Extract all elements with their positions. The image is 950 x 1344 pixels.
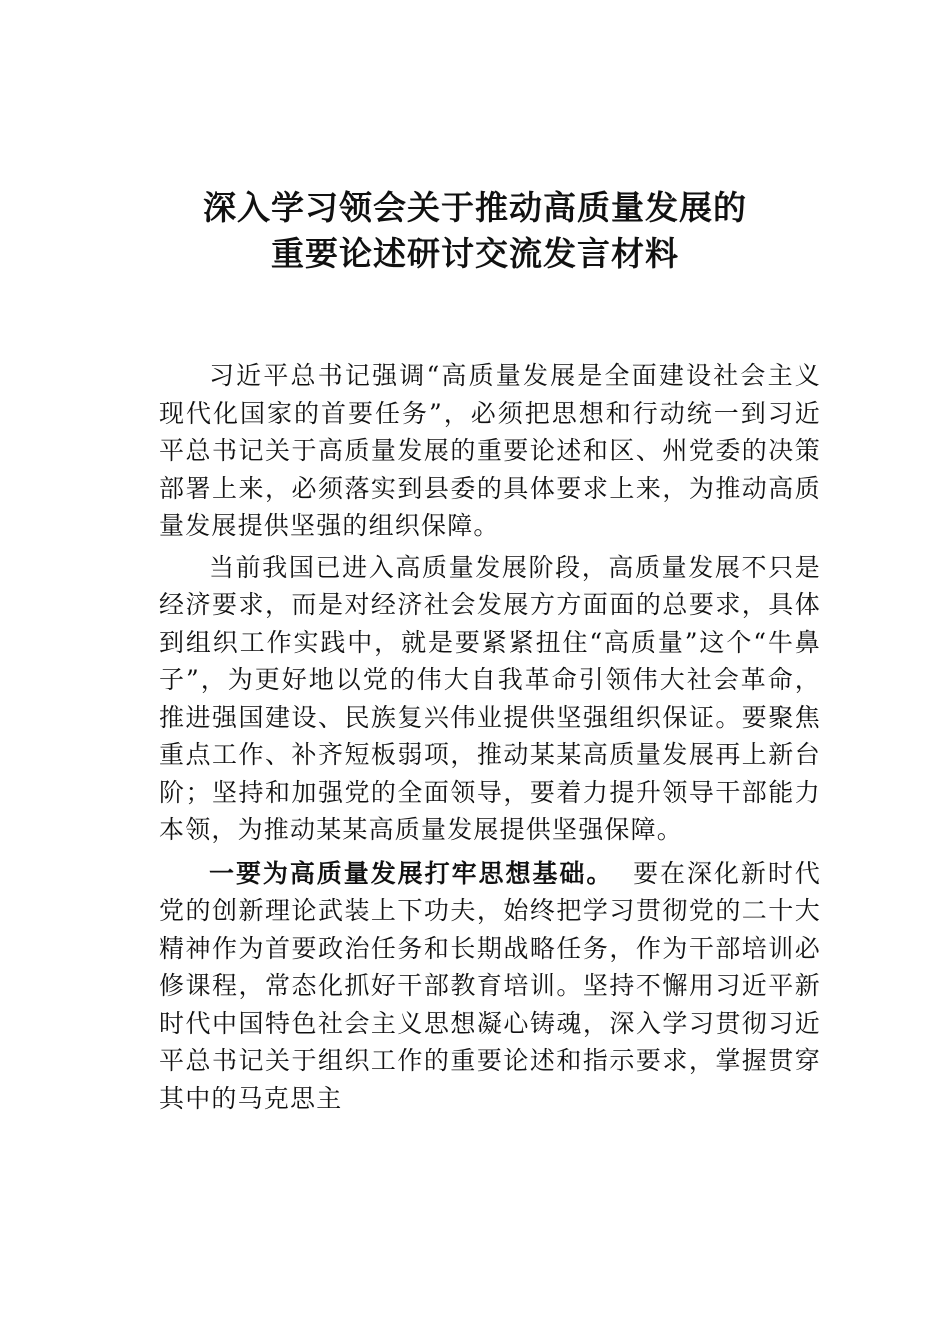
document-title [0, 185, 950, 277]
title-line-2: 重要论述研讨交流发言材料 [271, 234, 679, 273]
document-body [159, 357, 821, 1121]
paragraph-3-text: 要在深化新时代党的创新理论武装上下功夫，始终把学习贯彻党的二十大精神作为首要政治任务和长期战略任务，作为干部培训必修课程，常态化抓好干部教育培训。坚持不懈用习近平新时代中国特色社会主义思想凝心铸魂，深入学习贯彻习近平总书记关于组织工作的重要论述和指示要求，掌握贯穿其中的马克思主 [159, 858, 821, 1113]
paragraph-1 [159, 357, 821, 545]
paragraph-3 [159, 855, 821, 1118]
paragraph-3-lead-heading: 一要为高质量发展打牢思想基础。 [209, 858, 614, 888]
paragraph-2 [159, 549, 821, 849]
paragraph-1-text: 习近平总书记强调“高质量发展是全面建设社会主义现代化国家的首要任务”，必须把思想和行动统一到习近平总书记关于高质量发展的重要论述和区、州党委的决策部署上来，必须落实到县委的具体要求上来，为推动高质量发展提供坚强的组织保障。 [159, 361, 821, 540]
title-line-1: 深入学习领会关于推动高质量发展的 [203, 188, 747, 227]
paragraph-3-spacer [613, 859, 633, 888]
paragraph-2-text: 当前我国已进入高质量发展阶段，高质量发展不只是经济要求，而是对经济社会发展方方面面的总要求，具体到组织工作实践中，就是要紧紧扭住“高质量”这个“牛鼻子”，为更好地以党的伟大自我革命引领伟大社会革命，推进强国建设、民族复兴伟业提供坚强组织保证。要聚焦重点工作、补齐短板弱项，推动某某高质量发展再上新台阶；坚持和加强党的全面领导，要着力提升领导干部能力本领，为推动某某高质量发展提供坚强保障。 [159, 552, 821, 844]
